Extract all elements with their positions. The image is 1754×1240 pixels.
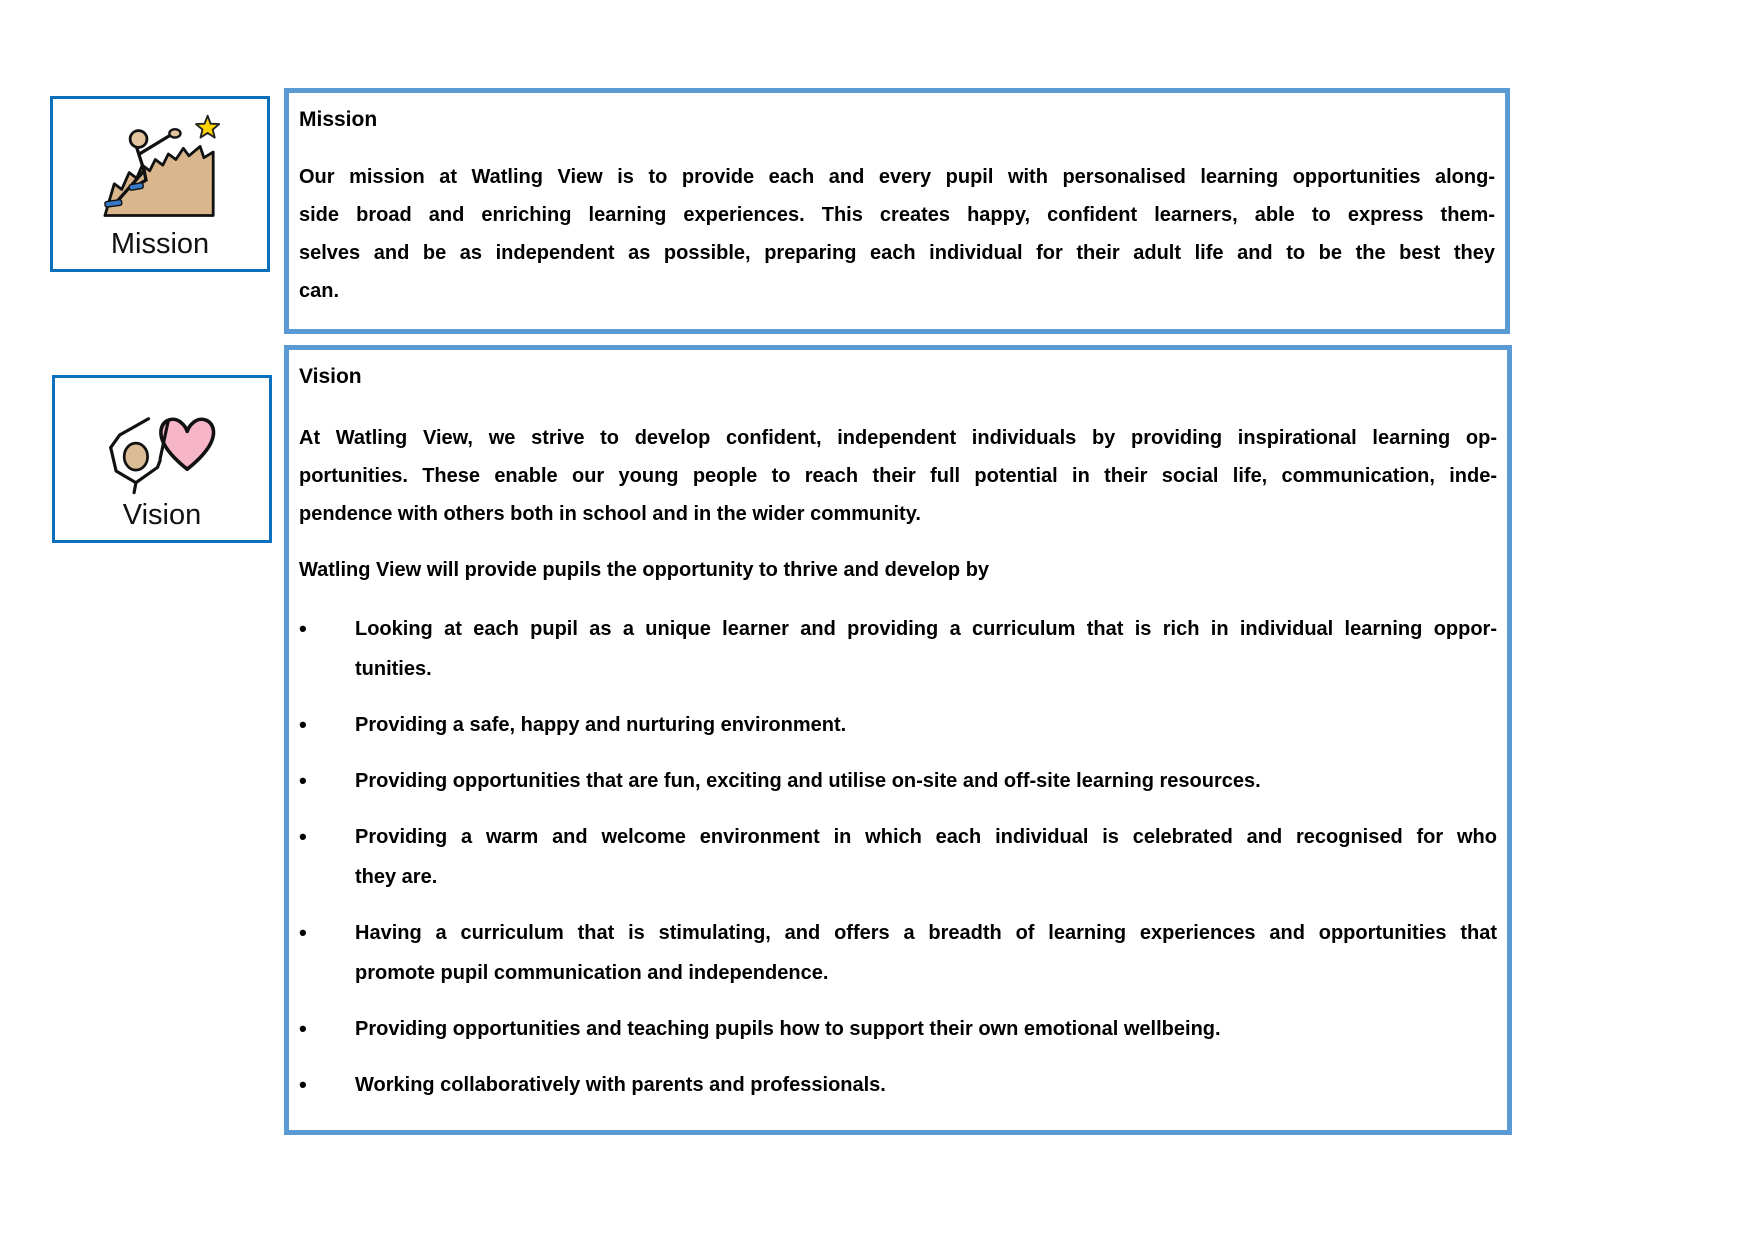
bullet-icon: •: [299, 824, 307, 849]
mission-text-box: [284, 88, 1510, 334]
text-line: At Watling View, we strive to develop confident, independent individuals by providing inspirational learning op-: [299, 427, 1497, 449]
text-line: Watling View will provide pupils the opportunity to thrive and develop by: [299, 559, 990, 581]
bullet-icon: •: [299, 616, 307, 641]
text-line: they are.: [355, 866, 438, 888]
text-line: can.: [299, 280, 340, 302]
mission-card-label: Mission: [110, 228, 210, 261]
bullet-icon: •: [299, 768, 307, 793]
vision-paragraph-1: [299, 419, 1497, 533]
bullet-icon: •: [299, 1072, 307, 1097]
vision-title: Vision: [299, 365, 362, 388]
text-line: Having a curriculum that is stimulating, and offers a breadth of learning experiences and opportunities that: [355, 922, 1497, 944]
text-line: promote pupil communication and independence.: [355, 962, 829, 984]
mission-title: Mission: [299, 108, 378, 131]
list-item: [299, 705, 1497, 745]
list-item: [299, 913, 1497, 993]
list-item: [299, 1009, 1497, 1049]
text-line: selves and be as independent as possible, preparing each individual for their adult life and to be the best they: [299, 242, 1495, 264]
text-line: Providing opportunities and teaching pupils how to support their own emotional wellbeing.: [355, 1018, 1221, 1040]
vision-paragraph-2: [299, 551, 1497, 589]
list-item: [299, 1065, 1497, 1105]
text-line: portunities. These enable our young people to reach their full potential in their social life, communication, inde-: [299, 465, 1497, 487]
text-line: Looking at each pupil as a unique learner and providing a curriculum that is rich in individual learning oppor-: [355, 618, 1497, 640]
vision-text-box: [284, 345, 1512, 1135]
text-line: Providing a safe, happy and nurturing environment.: [355, 714, 847, 736]
vision-bullet-list: [299, 609, 1497, 1105]
person-climbing-mountain-to-star-icon: [80, 111, 240, 223]
text-line: Our mission at Watling View is to provide each and every pupil with personalised learning opportunities along-: [299, 166, 1495, 188]
mission-paragraph: [299, 158, 1495, 310]
list-item: [299, 761, 1497, 801]
text-line: Working collaboratively with parents and professionals.: [355, 1074, 886, 1096]
text-line: pendence with others both in school and in the wider community.: [299, 503, 921, 525]
list-item: [299, 609, 1497, 689]
text-line: Providing opportunities that are fun, exciting and utilise on-site and off-site learning resources.: [355, 770, 1261, 792]
vision-icon-card: [52, 375, 272, 543]
vision-card-label: Vision: [122, 499, 202, 532]
person-raising-arms-to-heart-icon: [87, 390, 237, 498]
text-line: tunities.: [355, 658, 432, 680]
bullet-icon: •: [299, 920, 307, 945]
list-item: [299, 817, 1497, 897]
bullet-icon: •: [299, 712, 307, 737]
text-line: side broad and enriching learning experiences. This creates happy, confident learners, able to express them-: [299, 204, 1495, 226]
mission-icon-card: [50, 96, 270, 272]
text-line: Providing a warm and welcome environment in which each individual is celebrated and recognised for who: [355, 826, 1497, 848]
bullet-icon: •: [299, 1016, 307, 1041]
